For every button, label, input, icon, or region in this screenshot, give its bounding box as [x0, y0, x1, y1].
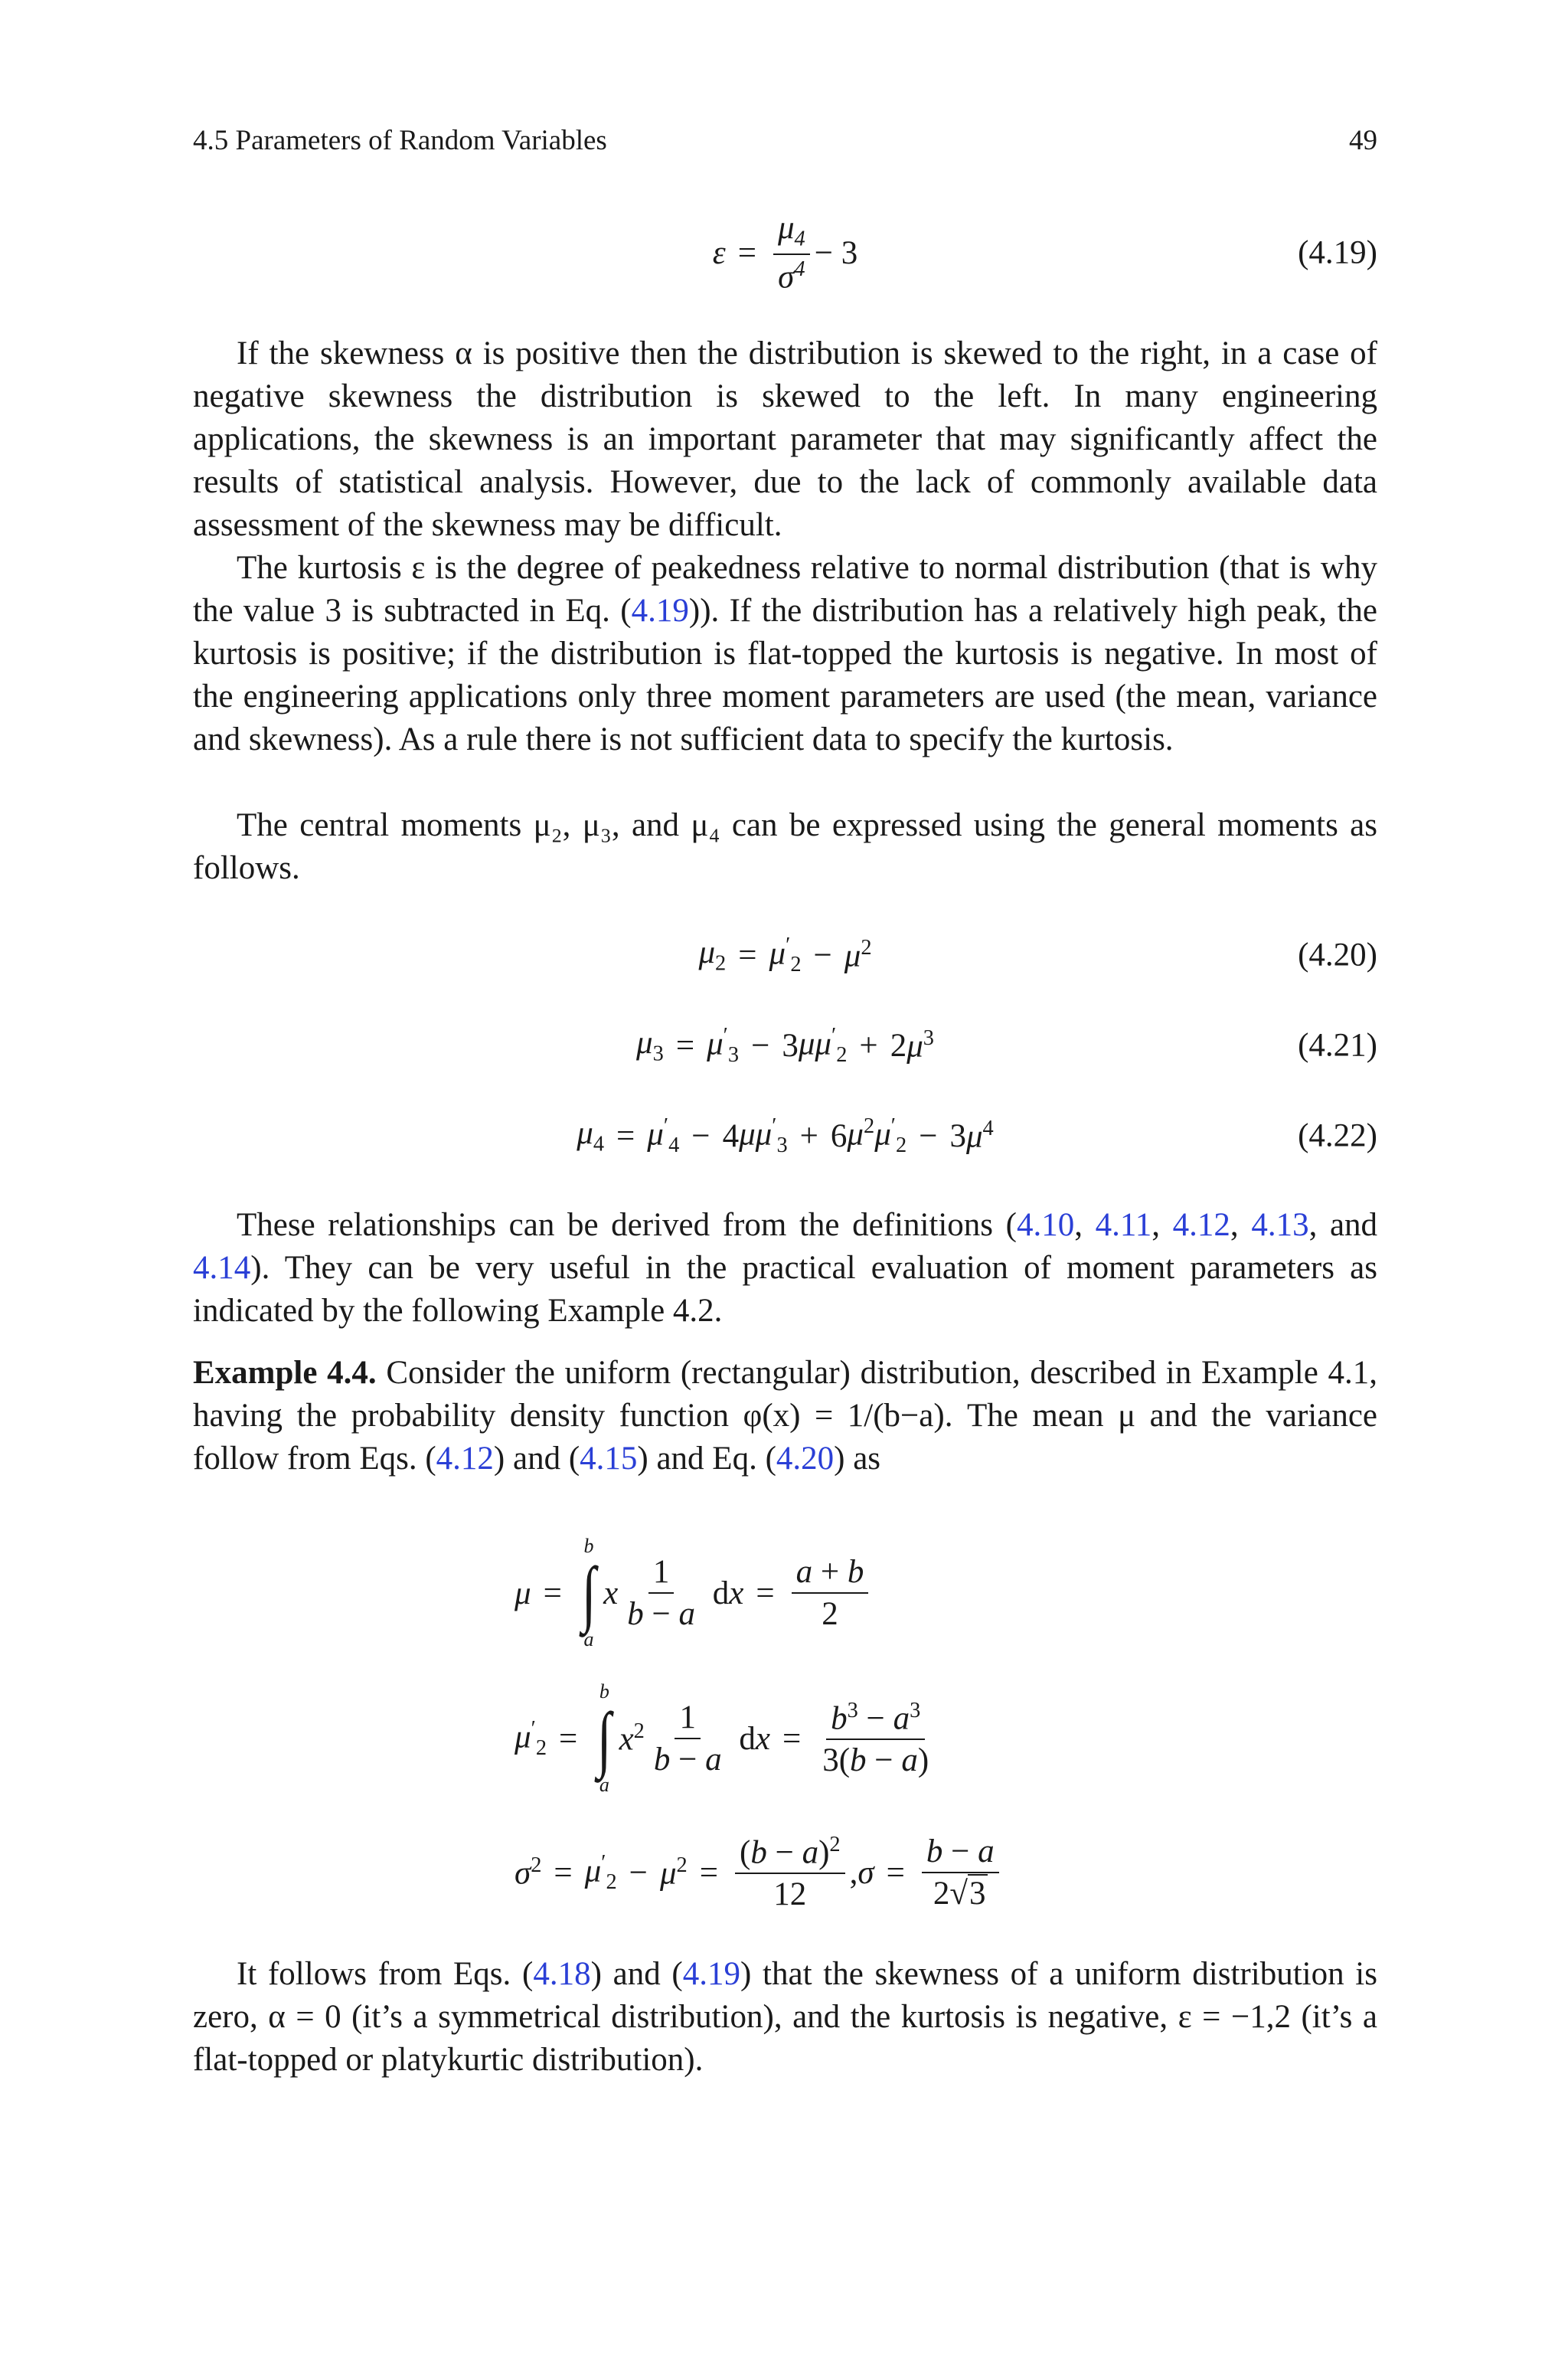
- paragraph-skewness: If the skewness α is positive then the distribution is skewed to the right, in a case of negative skewness the distribution is skewed to the left. In many engineering applications, the skewness is an important parameter that may significantly affect the results of statistical analysis. However, due to the lack of commonly available data assessment of the skewness may be difficult.: [193, 335, 1377, 543]
- paragraph-central-moments: The central moments μ₂, μ₃, and μ₄ can be expressed using the general moments as follows.: [193, 807, 1377, 886]
- equation-4-19: ε = $\frac{\mu_4}{\sigma^4}$ − 3 (4.19): [712, 210, 1377, 296]
- paragraph-conclusion: It follows from Eqs. (4.18) and (4.19) that the skewness of a uniform distribution is zero, α = 0 (it’s a symmetrical distribution), and the kurtosis is negative, ε = −1,2 (it’s a flat-topped or platykurtic distribution).: [193, 1956, 1377, 2078]
- paragraph-relationships: These relationships can be derived from the definitions (4.10, 4.11, 4.12, 4.13, and 4.14). They can be very useful in the practical evaluation of moment parameters as indicated by the following Example 4.2.: [193, 1207, 1378, 1329]
- equation-4-21: $\mu_3$ = $\mu'_3$ − 3 $\mu\mu'_2$ + 2 $\mu^3$ (4.21): [636, 1023, 1377, 1067]
- equation-second-moment: $\mu'_2$ = b ∫ a $x^2$ $\frac{1}{b - a}$ d x = $\frac{b^3 - a^3}{3(b - a)}$: [514, 1680, 929, 1796]
- eq-link[interactable]: 4.19: [631, 593, 689, 629]
- example-title: Example 4.4.: [193, 1355, 377, 1391]
- equation-mean: μ = b ∫ a x $\frac{1}{b - a}$ d x = $\frac{a + b}{2}$: [193, 1524, 1377, 1662]
- equation-label: (4.20): [1298, 937, 1377, 973]
- paragraph-kurtosis: The kurtosis ε is the degree of peakedness relative to normal distribution (that is why the value 3 is subtracted in Eq. (4.19)). If the distribution has a relatively high peak, the kurtosis is positive; if the distribution is flat-topped the kurtosis is negative. In most of the engineering applications only three moment parameters are used (the mean, variance and skewness). As a rule there is not sufficient data to specify the kurtosis.: [193, 550, 1377, 757]
- equation-4-22: $\mu_4$ = $\mu'_4$ − 4 $\mu\mu'_3$ + 6 $\mu^2\mu'_2$ − 3 $\mu^4$ (4.22): [577, 1114, 1377, 1157]
- example-4-4: Example 4.4. Consider the uniform (rectangular) distribution, described in Example 4.1, having the probability density function φ(x) = 1/(b−a). The mean μ and the variance follow from Eqs. (4.12) and (4.15) and Eq. (4.20) as: [193, 1355, 1377, 1477]
- page-number: 49: [1349, 125, 1377, 156]
- equation-4-20: $\mu_2$ = $\mu'_2$ − $\mu^2$ (4.20): [698, 933, 1377, 976]
- equation-label: (4.21): [1298, 1027, 1377, 1064]
- equation-label: (4.22): [1298, 1117, 1377, 1154]
- equation-variance: $\sigma^2$ = $\mu'_2$ − $\mu^2$ = $\frac{(b - a)^2}{12}$ , σ = $\frac{b - a}{2√3}$: [193, 1823, 1377, 1922]
- running-header-section: 4.5 Parameters of Random Variables: [193, 125, 607, 156]
- equation-label: (4.19): [1298, 234, 1377, 271]
